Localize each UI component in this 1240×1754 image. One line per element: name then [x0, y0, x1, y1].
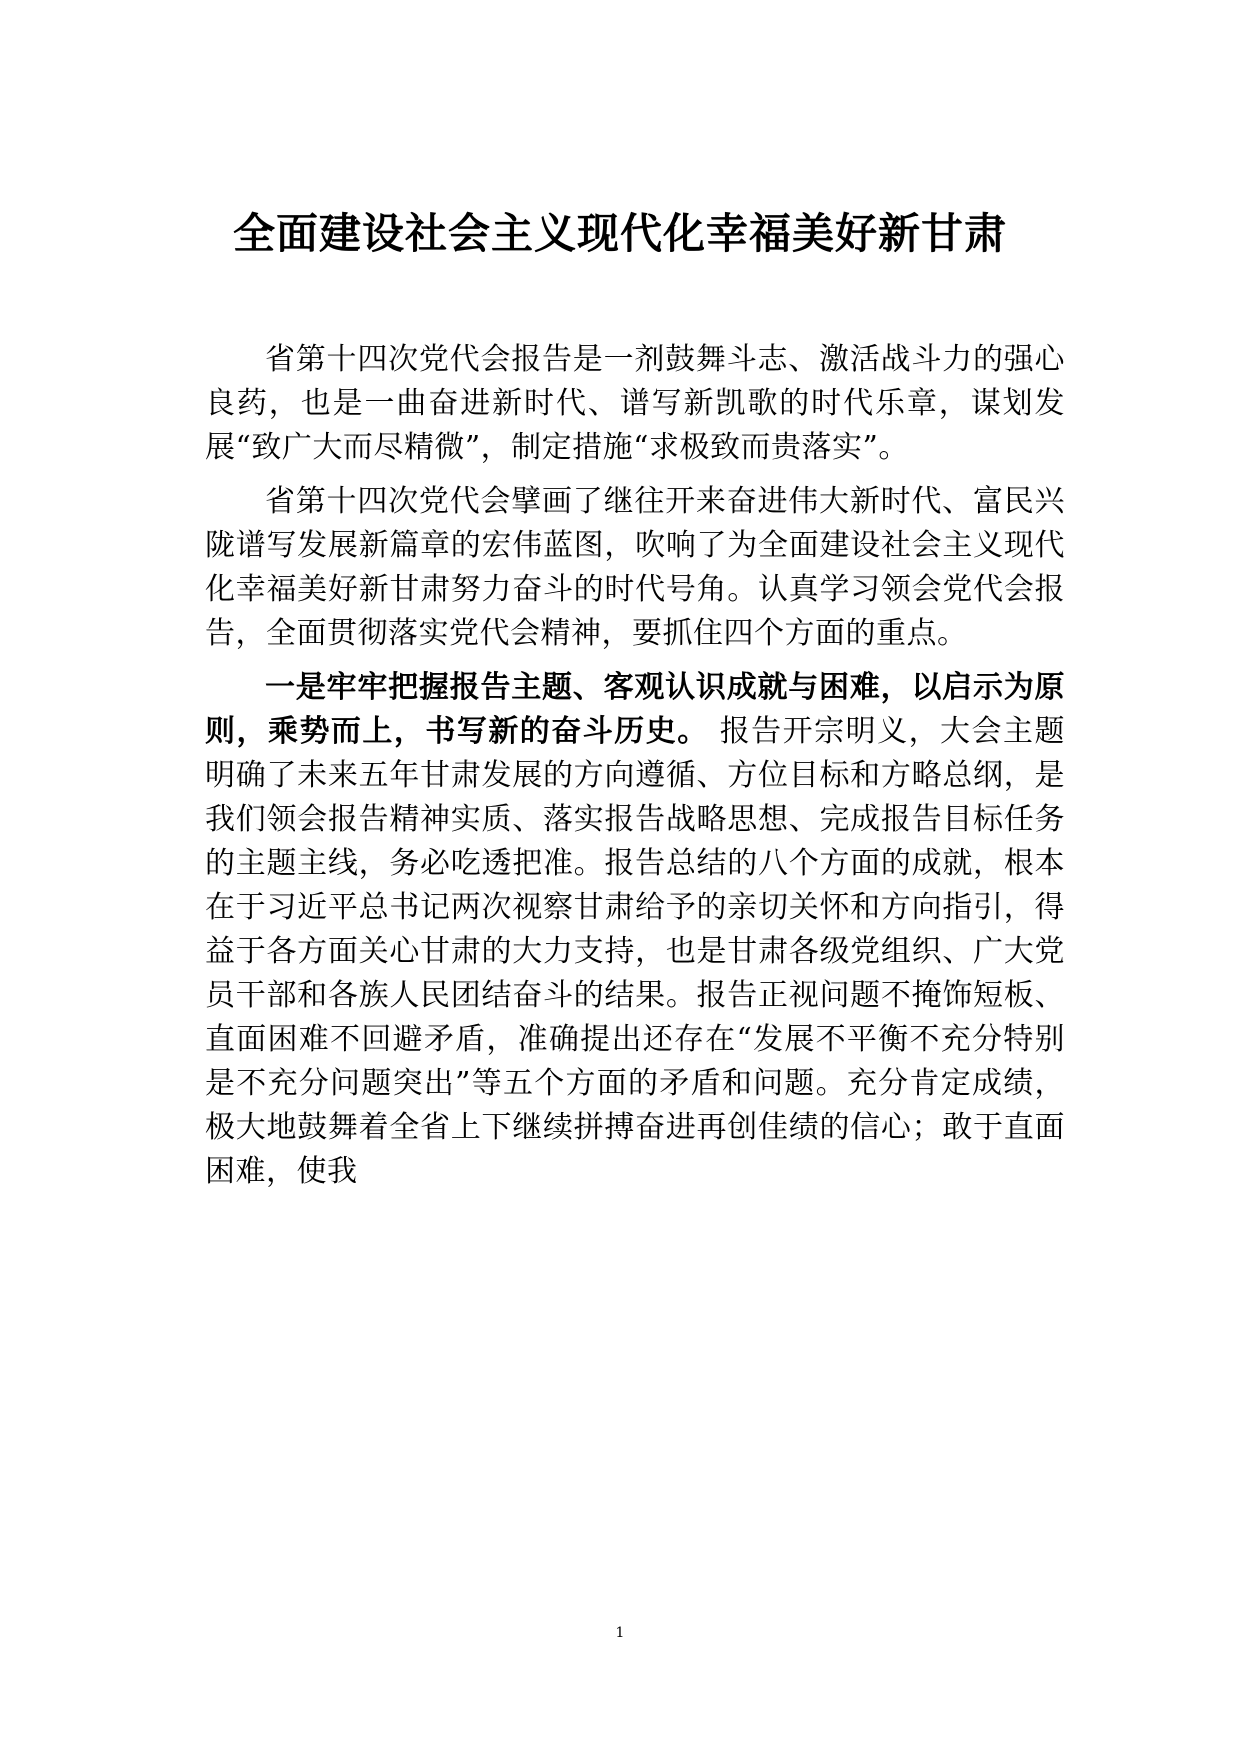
- document-title: 全面建设社会主义现代化幸福美好新甘肃: [232, 209, 1007, 258]
- document-body: [205, 338, 1065, 1204]
- paragraph-2-text: 省第十四次党代会擘画了继往开来奋进伟大新时代、富民兴陇谱写发展新篇章的宏伟蓝图，吹响了为全面建设社会主义现代化幸福美好新甘肃努力奋斗的时代号角。认真学习领会党代会报告，全面贯彻落实党代会精神，要抓住四个方面的重点。: [205, 484, 1065, 651]
- page-number: 1: [615, 1625, 625, 1641]
- paragraph-3: [205, 666, 1065, 1194]
- paragraph-1-text: 省第十四次党代会报告是一剂鼓舞斗志、激活战斗力的强心良药，也是一曲奋进新时代、谱写新凯歌的时代乐章，谋划发展“致广大而尽精微”，制定措施“求极致而贵落实”。: [205, 342, 1065, 465]
- paragraph-1: [205, 338, 1065, 470]
- paragraph-2: [205, 480, 1065, 656]
- paragraph-3-text: 报告开宗明义，大会主题明确了未来五年甘肃发展的方向遵循、方位目标和方略总纲，是我们领会报告精神实质、落实报告战略思想、完成报告目标任务的主题主线，务必吃透把准。报告总结的八个方面的成就，根本在于习近平总书记两次视察甘肃给予的亲切关怀和方向指引，得益于各方面关心甘肃的大力支持，也是甘肃各级党组织、广大党员干部和各族人民团结奋斗的结果。报告正视问题不掩饰短板、直面困难不回避矛盾，准确提出还存在“发展不平衡不充分特别是不充分问题突出”等五个方面的矛盾和问题。充分肯定成绩，极大地鼓舞着全省上下继续拼搏奋进再创佳绩的信心；敢于直面困难，使我: [205, 714, 1066, 1189]
- paragraph-3-lead: 一是牢牢把握报告主题、客观认识成就与困难，以启示为原则，乘势而上，书写新的奋斗历史。: [205, 670, 1065, 749]
